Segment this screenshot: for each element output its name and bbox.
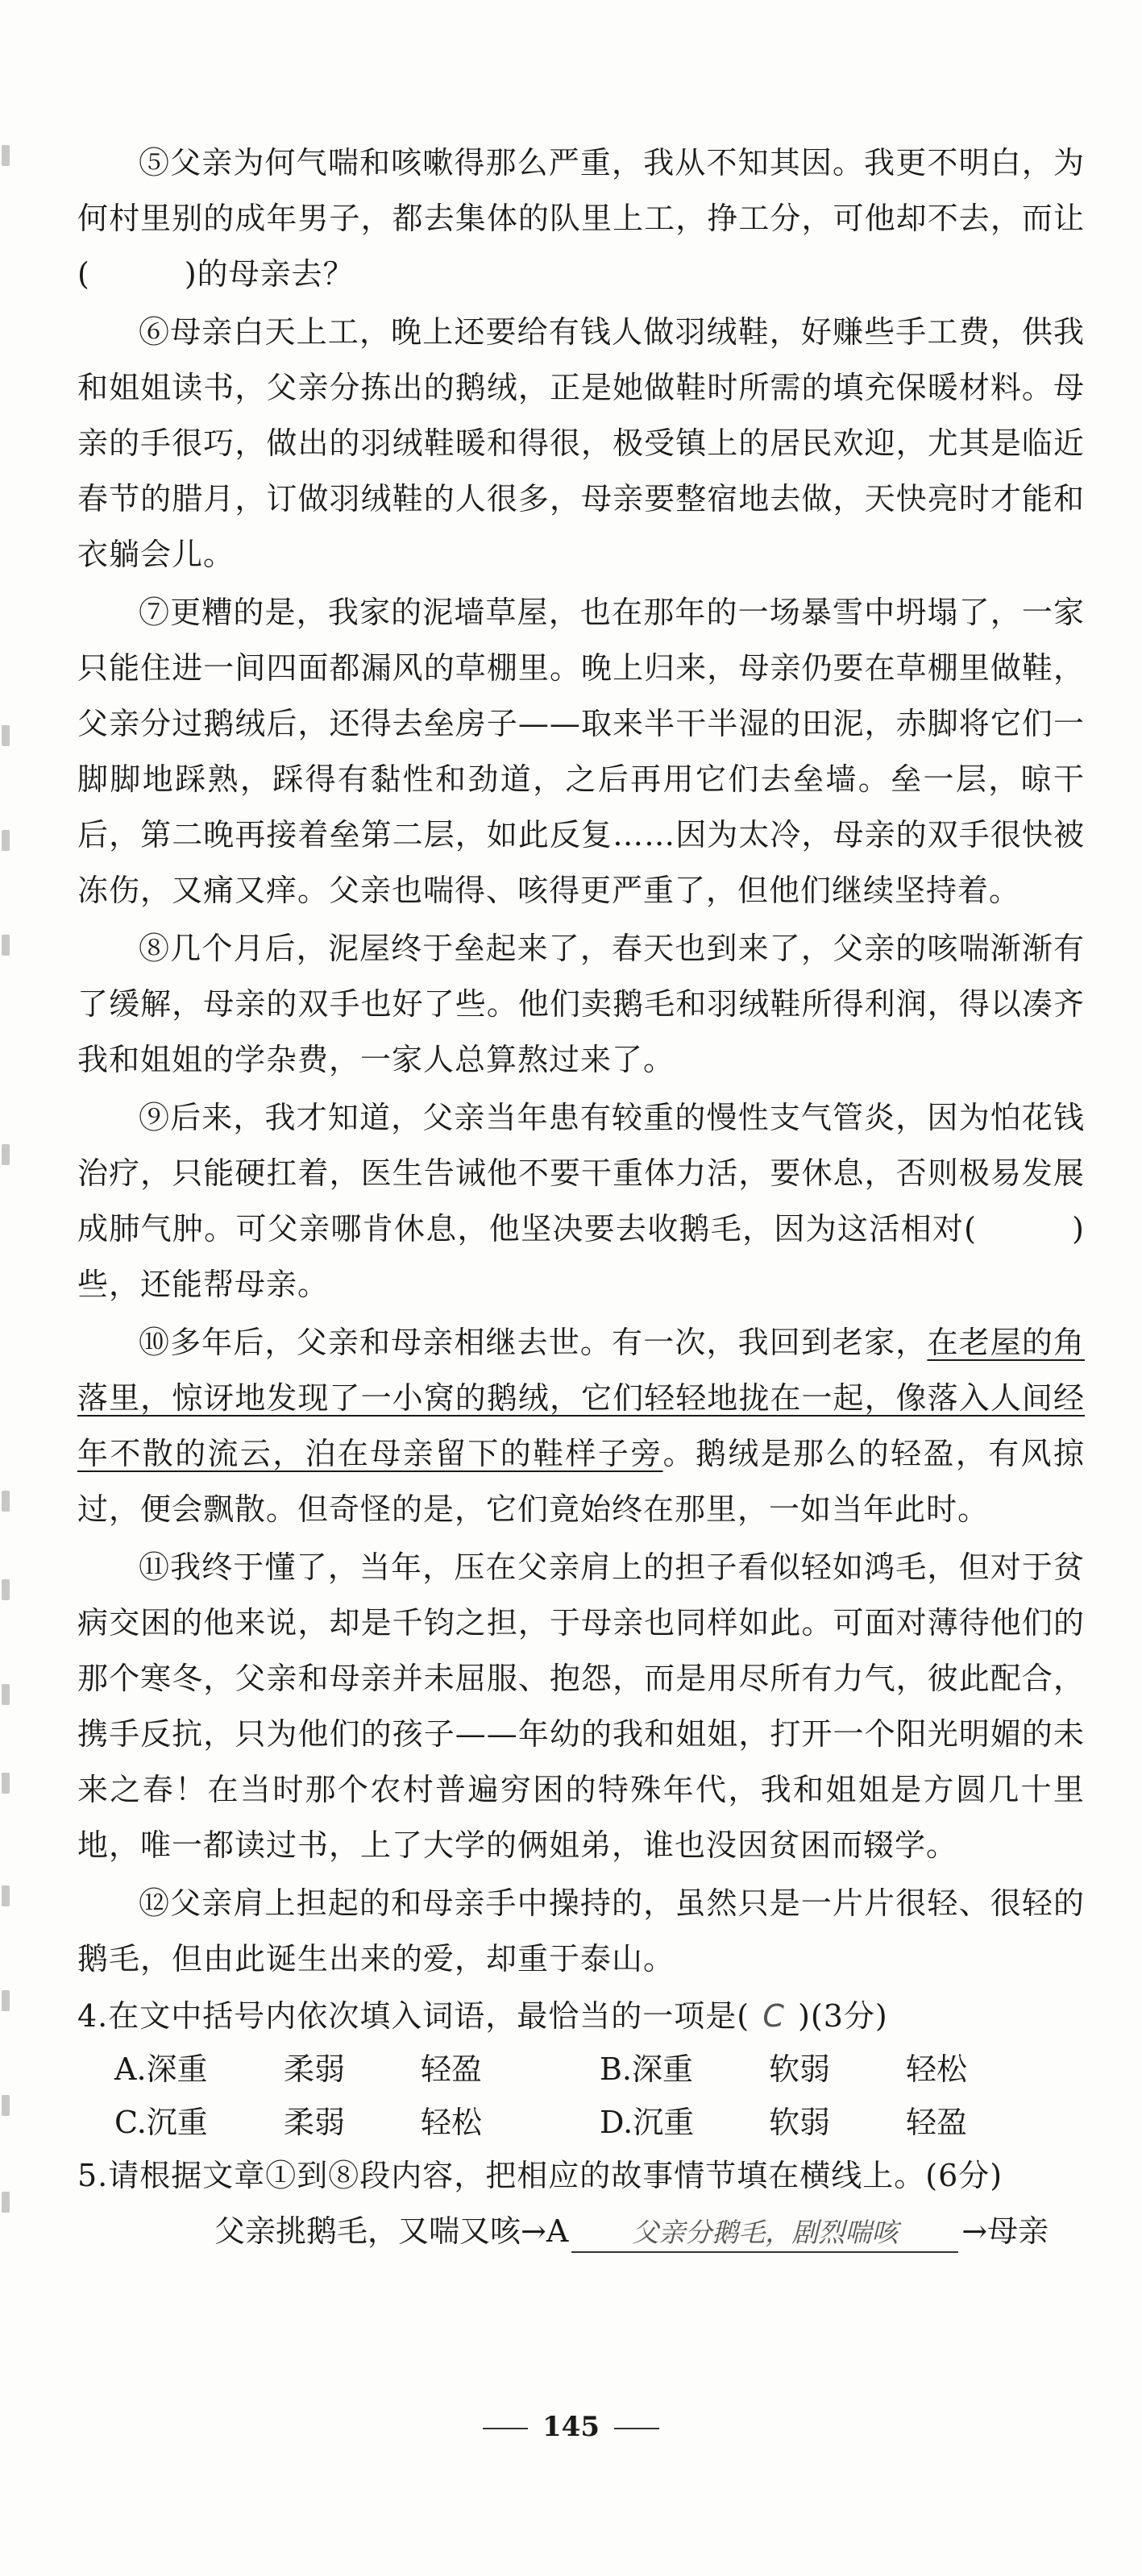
paragraph-10-post: 。鹅绒是那么的轻盈，有风掠过，便会飘散。但奇怪的是，它们竟始终在那里，一如当年此时。	[77, 1436, 1085, 1527]
paragraph-9: ⑨后来，我才知道，父亲当年患有较重的慢性支气管炎，因为怕花钱治疗，只能硬扛着，医生告诫他不要干重体力活，要休息，否则极易发展成肺气肿。可父亲哪肯休息，他坚决要去收鹅毛，因为这活相对( )些，还能帮母亲。	[77, 1100, 1085, 1302]
option-a	[114, 2043, 600, 2096]
question-4-options	[77, 2043, 1085, 2149]
question-4-prefix: 4.在文中括号内依次填入词语，最恰当的一项是(	[77, 1998, 750, 2034]
question-5: 5.请根据文章①到⑧段内容，把相应的故事情节填在横线上。(6分)	[77, 2158, 1003, 2193]
paragraph-8: ⑧几个月后，泥屋终于垒起来了，春天也到来了，父亲的咳喘渐渐有了缓解，母亲的双手也好了些。他们卖鹅毛和羽绒鞋所得利润，得以凑齐我和姐姐的学杂费，一家人总算熬过来了。	[77, 931, 1085, 1077]
flow-blank-a[interactable]: 父亲分鹅毛，剧烈喘咳	[571, 2214, 958, 2253]
option-c-word-3: 轻松	[421, 2105, 483, 2140]
options-row-1	[114, 2043, 1085, 2096]
page-number-right-dash	[614, 2428, 659, 2429]
scan-edge-marks	[0, 0, 16, 2576]
paragraph-12: ⑫父亲肩上担起的和母亲手中操持的，虽然只是一片片很轻、很轻的鹅毛，但由此诞生出来的爱，却重于泰山。	[77, 1885, 1085, 1977]
option-c	[114, 2096, 600, 2149]
page-number-left-dash	[483, 2428, 528, 2429]
flow-start: 父亲挑鹅毛，又喘又咳→A	[214, 2213, 569, 2249]
flow-end: →母亲	[961, 2213, 1049, 2249]
question-5-flow	[77, 2202, 1085, 2260]
paragraph-11: ⑪我终于懂了，当年，压在父亲肩上的担子看似轻如鸿毛，但对于贫病交困的他来说，却是千钧之担，于母亲也同样如此。可面对薄待他们的那个寒冬，父亲和母亲并未屈服、抱怨，而是用尽所有力气，彼此配合，携手反抗，只为他们的孩子——年幼的我和姐姐，打开一个阳光明媚的未来之春！在当时那个农村普遍穷困的特殊年代，我和姐姐是方圆几十里地，唯一都读过书，上了大学的俩姐弟，谁也没因贫困而辍学。	[77, 1549, 1085, 1863]
paragraph-6: ⑥母亲白天上工，晚上还要给有钱人做羽绒鞋，好赚些手工费，供我和姐姐读书，父亲分拣出的鹅绒，正是她做鞋时所需的填充保暖材料。母亲的手很巧，做出的羽绒鞋暖和得很，极受镇上的居民欢迎，尤其是临近春节的腊月，订做羽绒鞋的人很多，母亲要整宿地去做，天快亮时才能和衣躺会儿。	[77, 314, 1085, 572]
paragraph-7: ⑦更糟的是，我家的泥墙草屋，也在那年的一场暴雪中坍塌了，一家只能住进一间四面都漏风的草棚里。晚上归来，母亲仍要在草棚里做鞋，父亲分过鹅绒后，还得去垒房子——取来半干半湿的田泥，赤脚将它们一脚脚地踩熟，踩得有黏性和劲道，之后再用它们去垒墙。垒一层，晾干后，第二晚再接着垒第二层，如此反复……因为太冷，母亲的双手很快被冻伤，又痛又痒。父亲也喘得、咳得更严重了，但他们继续坚持着。	[77, 595, 1085, 908]
paragraph-10-underlined: 在老屋的角落里，惊讶地发现了一小窝的鹅绒，它们轻轻地拢在一起，像落入人间经年不散的流云，泊在母亲留下的鞋样子旁	[77, 1325, 1085, 1471]
option-b-word-2: 软弱	[769, 2051, 831, 2087]
question-4-answer: C	[762, 1998, 785, 2034]
option-c-word-2: 柔弱	[284, 2105, 346, 2140]
option-a-word-1: A.深重	[114, 2051, 208, 2087]
paragraph-10-pre: ⑩多年后，父亲和母亲相继去世。有一次，我回到老家，	[139, 1325, 928, 1360]
page-number-value: 145	[542, 2411, 600, 2443]
option-b-word-1: B.深重	[600, 2051, 694, 2087]
options-row-2	[114, 2096, 1085, 2149]
question-4-suffix: )(3分)	[798, 1998, 888, 2034]
option-a-word-3: 轻盈	[421, 2051, 483, 2087]
option-d-word-2: 软弱	[769, 2105, 831, 2140]
paragraph-10	[77, 1315, 1085, 1537]
article-content	[77, 135, 1085, 2260]
option-a-word-2: 柔弱	[284, 2051, 346, 2087]
option-b-word-3: 轻松	[906, 2051, 968, 2087]
option-d-word-1: D.沉重	[600, 2105, 695, 2140]
option-b	[600, 2043, 1085, 2096]
option-d	[600, 2096, 1085, 2149]
option-d-word-3: 轻盈	[906, 2105, 968, 2140]
page-number	[0, 2411, 1142, 2443]
paragraph-5: ⑤父亲为何气喘和咳嗽得那么严重，我从不知其因。我更不明白，为何村里别的成年男子，都去集体的队里上工，挣工分，可他却不去，而让( )的母亲去？	[77, 145, 1085, 292]
question-4	[77, 1989, 1085, 2043]
option-c-word-1: C.沉重	[114, 2105, 208, 2140]
